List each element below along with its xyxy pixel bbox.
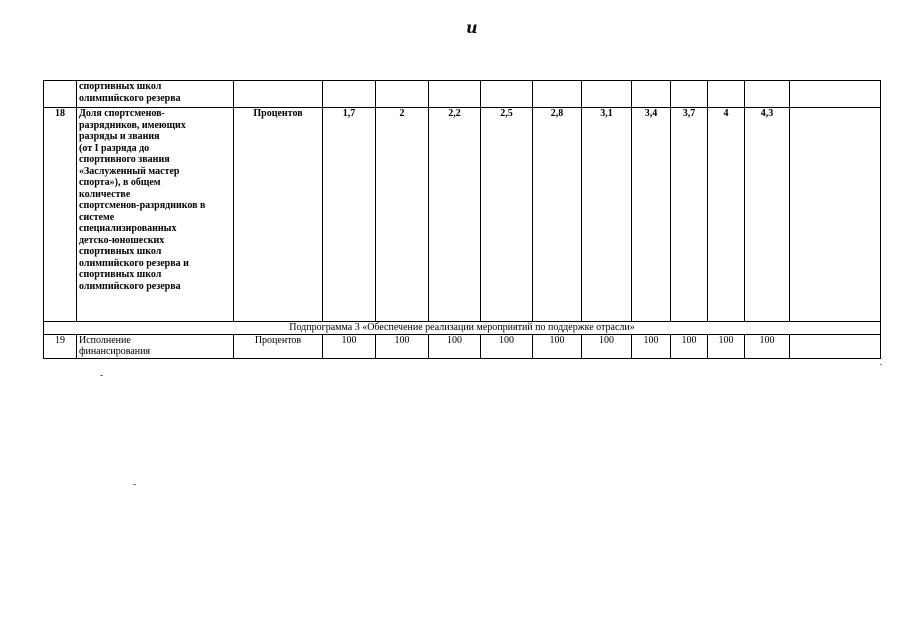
cell-value: 100	[708, 334, 745, 358]
cell-number: 18	[44, 108, 77, 322]
table-row-19	[44, 334, 881, 358]
cell-value: 100	[582, 334, 632, 358]
table-row-subprogram	[44, 322, 881, 335]
cell-value: 2	[376, 108, 429, 322]
name-line: «Заслуженный мастер	[79, 165, 180, 177]
name-line: олимпийского резерва	[79, 92, 181, 104]
cell-value: 1,7	[323, 108, 376, 322]
cell-value: 100	[671, 334, 708, 358]
name-line: спортивных школ	[79, 269, 162, 280]
table-row-continuation	[44, 81, 881, 108]
cell-unit	[234, 81, 323, 108]
cell-value: 100	[323, 334, 376, 358]
cell-value	[376, 81, 429, 108]
cell-indicator-name	[77, 108, 234, 322]
cell-number	[44, 81, 77, 108]
cell-value: 2,5	[481, 108, 533, 322]
name-line: разрядников, имеющих	[79, 119, 186, 131]
name-line: спортивных школ	[79, 81, 162, 92]
cell-value	[323, 81, 376, 108]
indicators-table	[43, 80, 881, 359]
cell-value	[790, 108, 881, 322]
name-line: количестве	[79, 188, 131, 200]
cell-value: 100	[533, 334, 582, 358]
name-line: спортивных школ	[79, 246, 162, 257]
cell-value: 100	[376, 334, 429, 358]
cell-indicator-name	[77, 81, 234, 108]
cell-value: 3,4	[632, 108, 671, 322]
cell-value: 3,7	[671, 108, 708, 322]
page-number-mark: и	[466, 18, 478, 37]
cell-value	[429, 81, 481, 108]
name-line: спорта»), в общем	[79, 177, 161, 188]
scan-speck	[880, 364, 882, 365]
cell-value: 2,2	[429, 108, 481, 322]
name-line: детско-юношеских	[79, 234, 165, 246]
scan-speck	[100, 375, 103, 376]
cell-value: 100	[745, 334, 790, 358]
cell-value	[582, 81, 632, 108]
cell-value	[671, 81, 708, 108]
table-row-18	[44, 108, 881, 322]
cell-value: 4	[708, 108, 745, 322]
name-line: олимпийского резерва	[79, 280, 181, 292]
name-line: олимпийского резерва и	[79, 257, 189, 269]
subprogram-heading: Подпрограмма 3 «Обеспечение реализации мероприятий по поддержке отрасли»	[44, 322, 881, 335]
cell-value: 100	[481, 334, 533, 358]
cell-value: 2,8	[533, 108, 582, 322]
name-line: Доля спортсменов-	[79, 108, 165, 119]
cell-value	[745, 81, 790, 108]
name-line: финансирования	[79, 346, 151, 357]
cell-value: 3,1	[582, 108, 632, 322]
cell-value: 4,3	[745, 108, 790, 322]
cell-value	[790, 334, 881, 358]
cell-value	[481, 81, 533, 108]
name-line: спортсменов-разрядников в	[79, 200, 206, 211]
cell-indicator-name	[77, 334, 234, 358]
name-line: спортивного звания	[79, 154, 170, 165]
cell-value: 100	[429, 334, 481, 358]
cell-value: 100	[632, 334, 671, 358]
cell-value	[708, 81, 745, 108]
cell-number: 19	[44, 334, 77, 358]
cell-value	[632, 81, 671, 108]
name-line: (от I разряда до	[79, 142, 150, 154]
cell-value	[533, 81, 582, 108]
cell-unit: Процентов	[234, 108, 323, 322]
name-line: Исполнение	[79, 334, 131, 346]
name-line: системе	[79, 211, 115, 223]
scan-speck	[133, 484, 136, 485]
name-line: разряды и звания	[79, 131, 160, 142]
cell-unit: Процентов	[234, 334, 323, 358]
name-line: специализированных	[79, 223, 177, 234]
cell-value	[790, 81, 881, 108]
